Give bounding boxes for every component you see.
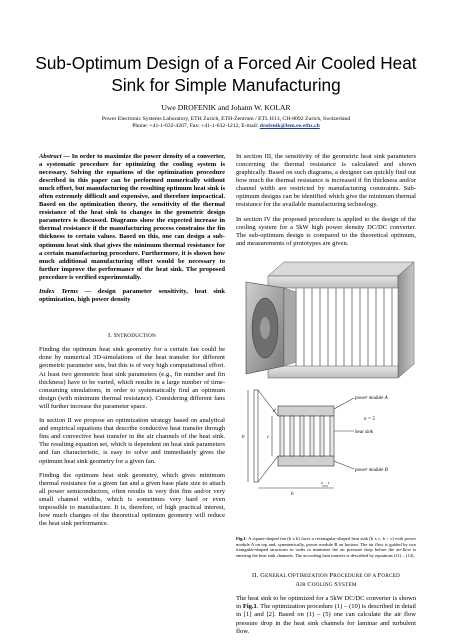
heading-part: II. G: [252, 572, 266, 580]
heat-sink-diagram: [236, 256, 416, 532]
contact-line: [10, 123, 442, 130]
abstract-text: — In order to maximize the power density of a converter, a systematic procedure for optimizing the cooling system is necessary. Solving the equations of the optimization procedure described in this paper can be performed numerically without much effort, but manufacturing the resulting optimum heat sink is often extremely difficult and expensive, and therefore impractical. Based on the optimization theory, the sensitivity of the thermal resistance of the heat sink to changes in the geometric design parameters is discussed. Diagrams show the expected increase in thermal resistance if the manufacturing process constrains the fin thickness to certain values. Based on this, one can design a sub-optimum heat sink that gives the minimum thermal resistance for a certain manufacturing procedure. Furthermore, it is shown how much additional manufacturing effort would be necessary to further improve the performance of the heat sink. The proposed procedure is verified experimentally.: [39, 153, 225, 281]
section2-paragraph: [236, 595, 416, 635]
intro-paragraph: Finding the optimum heat sink geometry for a certain fan could be done by numerical 3D-simulations of the heat transfer for different geometric parameter sets, but this is of very high computational effort. At least two geometric heat sink parameters (e.g., fin number and fin thickness) have to be varied, which results in a large number of time-consuming simulations, in order to systematically find an optimum design (with minimum thermal resistance). Considering different fans will further increase the parameter space.: [39, 346, 225, 410]
figure-reference: Fig.1: [242, 603, 257, 611]
abstract-label: Abstract: [39, 153, 62, 160]
label-t: t: [328, 480, 330, 486]
heading-part: C: [307, 580, 312, 588]
label-fin-count: n = 5: [364, 417, 375, 423]
label-heat-sink: heat sink: [355, 430, 373, 436]
heading-part: IR: [300, 581, 308, 588]
caption-label: Fig.1: [236, 536, 246, 542]
paper-title: Sub-Optimum Design of a Forced Air Cooled Heat Sink for Simple Manufacturing: [35, 53, 417, 95]
heading-initial: I: [113, 332, 117, 340]
heading-rest: NTRODUCTION: [116, 333, 156, 340]
heading-part: ROCEDURE OF A: [333, 573, 378, 580]
heading-part: A: [295, 580, 301, 588]
heading-part: ENERAL: [265, 573, 289, 580]
email-link[interactable]: drofenik@lem.ee.ethz.ch: [259, 123, 320, 130]
affiliation-line: Power Electronic Systems Laboratory, ETH Zurich, ETH-Zentrum / ETL H13, CH-8092 Zurich, Switzerland: [101, 116, 351, 122]
heading-part: PTIMIZATION: [292, 573, 330, 580]
affiliation: [10, 116, 442, 131]
heat-sink-cross-section: [248, 390, 354, 488]
figure-heat-sink: [236, 256, 416, 532]
heading-part: O: [288, 572, 293, 580]
body-paragraph: In section III, the sensitivity of the geometric heat sink parameters concerning the thermal resistance is calculated and shown graphically. Based on such diagrams, a designer can quickly find out how much the thermal resistance is increased if fin thickness and/or channel width are restricted by manufacturing constraints. Sub-optimum designs can be identified which give the minimum thermal resistance for the available manufacturing technology.: [236, 153, 416, 209]
heading-part: P: [329, 572, 334, 580]
label-s: s: [321, 480, 323, 486]
heading-part: S: [334, 580, 339, 588]
intro-paragraph: Finding the optimum heat sink geometry, which gives minimum thermal resistance for a given fan and a given base plate size to attach all power semiconductors, often results in very thin fins and/or very small channel widths, which is sometimes very hard or even impossible to manufacture. It is, therefore, of high practical interest, how much changes of the theoretical optimum geometry will reduce the heat sink performance.: [39, 472, 225, 528]
heading-part: YSTEM: [338, 581, 357, 588]
caption-text: : A square-shaped fan (b x b) faces a rectangular-shaped heat sink (b x c, b > c) with power module A on top and, symmetrically, power module B on bottom. The air flow is guided by two triangular-shaped structures in order to minimize the air pressure drop before the air-flow is entering the heat sink channels. The according heat transfer is described by equations (11) – (14).: [236, 536, 416, 558]
intro-paragraph: In section II we propose an optimization strategy based on analytical and empirical equations that describe conductive heat transfer through fins and convective heat transfer in the air channels of the heat sink. The resulting equation set, which is dependent on heat sink parameters and fan characteristic, is easy to solve and immediately gives the optimum heat sink geometry for a given fan.: [39, 417, 225, 465]
section-heading-introduction: [39, 332, 225, 340]
index-terms: [39, 288, 225, 304]
label-d: d: [273, 409, 276, 415]
label-c: c: [267, 435, 270, 441]
heat-sink-3d-view: [246, 262, 414, 378]
label-b-vertical: b: [242, 435, 245, 441]
left-column: [39, 153, 225, 535]
heading-part: F: [377, 572, 382, 580]
heading-part: ORCED: [381, 573, 400, 580]
heading-part: OOLING: [311, 581, 335, 588]
paper-authors: Uwe DROFENIK and Johann W. KOLAR: [161, 103, 291, 112]
body-paragraph: In section IV the proposed procedure is applied to the design of the cooling system for a 5kW high power density DC/DC converter. The sub-optimum design is compared to the theoretical optimum, and measurements of prototypes are given.: [236, 215, 416, 247]
section-number: I.: [108, 332, 114, 340]
label-power-module-a: power module A: [355, 396, 388, 402]
figure-caption: [236, 536, 416, 558]
label-b-horizontal: b: [291, 492, 294, 498]
label-power-module-b: power module B: [355, 468, 388, 474]
text-span: . The optimization procedure (1) – (10) is described in detail in [1] and [2]. Based on (1) – (5) one can calculate the air flow pressure drop in the heat sink channels for laminar and turbulent flow.: [236, 603, 416, 635]
contact-prefix: Phone: +41-1-632-4267, Fax: +41-1-632-1212, E-mail:: [132, 123, 260, 130]
section-heading-optimization: [236, 572, 416, 589]
index-terms-text: — design parameter sensitivity, heat sink optimization, high power density: [39, 288, 225, 304]
index-terms-label: Index Terms: [39, 288, 78, 296]
abstract: [39, 153, 225, 282]
text-span: The heat sink to be optimized for a 5kW DC/DC converter is shown in: [236, 595, 416, 611]
right-column: [236, 153, 416, 642]
